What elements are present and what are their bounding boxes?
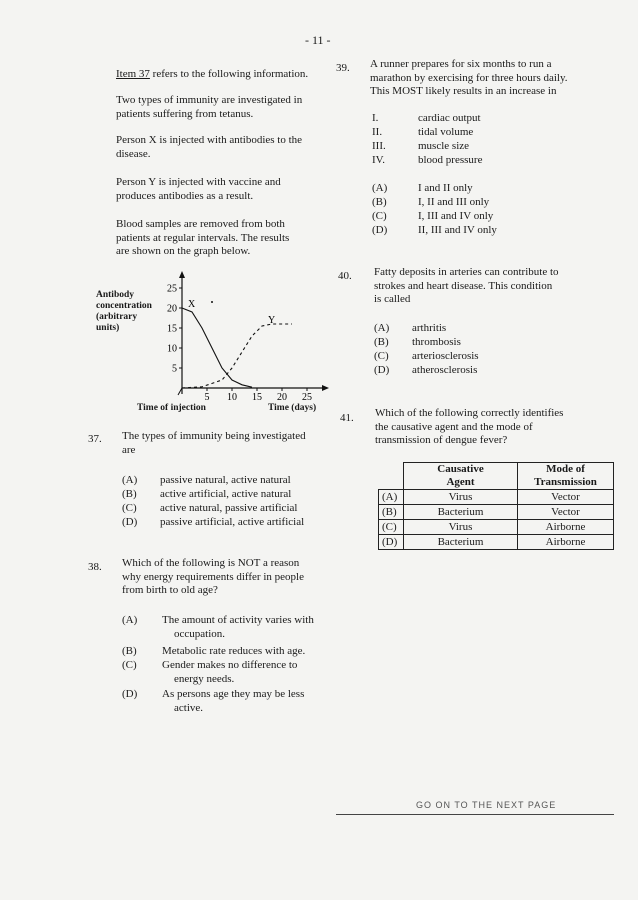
option-text: II, III and IV only xyxy=(418,224,497,236)
option-label: (C) xyxy=(372,210,387,222)
text-line: This MOST likely results in an increase in xyxy=(370,85,557,97)
injection-marker xyxy=(178,388,182,395)
option-label: (C) xyxy=(122,659,137,671)
ylabel-line: Antibody xyxy=(96,290,135,300)
table-header-agent xyxy=(404,463,518,490)
q39-number: 39. xyxy=(336,62,350,74)
header-line: Transmission xyxy=(534,476,597,488)
table-header-transmission xyxy=(518,463,614,490)
text-line: Two types of immunity are investigated in xyxy=(116,94,303,106)
text-line: Which of the following correctly identifies xyxy=(375,407,564,419)
text-line: why energy requirements differ in people xyxy=(122,570,304,583)
option-row xyxy=(122,488,337,502)
ylabel-line: concentration xyxy=(96,301,152,311)
page-number: - 11 - xyxy=(305,33,331,47)
ylabel-line: units) xyxy=(96,323,120,333)
option-text-line: energy needs. xyxy=(174,672,235,685)
roman-label: III. xyxy=(372,140,386,152)
option-label: (C) xyxy=(374,350,389,362)
option-label: (B) xyxy=(122,488,137,500)
option-text: active artificial, active natural xyxy=(160,488,292,500)
table-header-row xyxy=(379,463,614,490)
footer-go-on: GO ON TO THE NEXT PAGE xyxy=(416,800,557,810)
option-label: (C) xyxy=(122,502,137,514)
graph-axes xyxy=(178,271,329,395)
item37-para3 xyxy=(116,176,326,203)
q41-number: 41. xyxy=(340,412,354,424)
option-label: (A) xyxy=(374,322,390,334)
option-row xyxy=(372,224,572,238)
item37-intro xyxy=(116,68,308,82)
header-line: Agent xyxy=(446,476,475,488)
option-text xyxy=(162,659,342,686)
header-line: Causative xyxy=(437,463,484,475)
option-text-line: active. xyxy=(174,701,204,714)
option-label: (B) xyxy=(374,336,389,348)
graph-xlabel-right: Time (days) xyxy=(268,403,317,413)
text-line: disease. xyxy=(116,147,151,160)
option-text-line: As persons age they may be less xyxy=(162,688,305,700)
option-row xyxy=(122,502,337,516)
option-label: (D) xyxy=(122,516,138,528)
x-tick-label: 25 xyxy=(302,392,312,402)
table-cell-agent: Bacterium xyxy=(404,505,518,520)
q40-stem xyxy=(374,266,610,307)
option-text: I, II and III only xyxy=(418,196,490,208)
text-line: Fatty deposits in arteries can contribute to xyxy=(374,266,559,278)
y-tick-label: 15 xyxy=(167,323,177,335)
y-tick-label: 5 xyxy=(172,363,177,375)
option-row xyxy=(374,336,574,350)
option-text xyxy=(162,688,342,715)
table-cell-agent: Virus xyxy=(404,490,518,505)
ylabel-line: (arbitrary xyxy=(96,312,138,322)
graph-curves xyxy=(182,299,292,388)
roman-label: II. xyxy=(372,126,383,138)
roman-text: cardiac output xyxy=(418,112,481,124)
table-cell-transmission: Airborne xyxy=(518,535,614,550)
text-line: are xyxy=(122,443,136,456)
option-text: I, III and IV only xyxy=(418,210,494,222)
text-line: transmission of dengue fever? xyxy=(375,434,508,446)
q38-stem xyxy=(122,557,336,598)
q41-stem xyxy=(375,407,613,448)
table-row xyxy=(379,505,614,520)
option-text: passive artificial, active artificial xyxy=(160,516,305,528)
text-line: patients suffering from tetanus. xyxy=(116,107,254,120)
roman-row xyxy=(372,126,572,140)
option-text xyxy=(162,645,342,659)
item37-para2 xyxy=(116,134,326,161)
x-tick-label: 20 xyxy=(277,392,287,402)
text-line: Which of the following is NOT a reason xyxy=(122,557,300,569)
table-cell-option: (B) xyxy=(379,505,404,520)
table-cell-option: (D) xyxy=(379,535,404,550)
table-cell-option: (A) xyxy=(379,490,404,505)
option-label: (D) xyxy=(372,224,388,236)
table-cell-transmission: Airborne xyxy=(518,520,614,535)
text-line: from birth to old age? xyxy=(122,584,218,596)
text-line: Blood samples are removed from both xyxy=(116,218,285,230)
table-cell-agent: Bacterium xyxy=(404,535,518,550)
text-line: Person Y is injected with vaccine and xyxy=(116,176,281,188)
graph-xlabel-left: Time of injection xyxy=(137,403,206,413)
option-text: arthritis xyxy=(412,322,447,334)
option-text-line: Gender makes no difference to xyxy=(162,659,298,671)
header-line: Mode of xyxy=(546,463,585,475)
option-row xyxy=(374,364,574,378)
option-label: (A) xyxy=(122,474,138,486)
y-tick-label: 20 xyxy=(167,303,177,315)
q37-number: 37. xyxy=(88,433,102,445)
roman-text: muscle size xyxy=(418,140,470,152)
q41-answer-table xyxy=(378,462,614,550)
option-label: (D) xyxy=(122,688,138,700)
option-text-line: Metabolic rate reduces with age. xyxy=(162,645,306,657)
option-text: thrombosis xyxy=(412,336,461,348)
option-label: (B) xyxy=(122,645,137,657)
table-cell-option: (C) xyxy=(379,520,404,535)
roman-text: blood pressure xyxy=(418,154,483,166)
x-tick-label: 5 xyxy=(204,392,210,402)
y-tick-label: 25 xyxy=(167,283,177,295)
table-row xyxy=(379,490,614,505)
graph-dot xyxy=(211,301,213,303)
option-text-line: The amount of activity varies with xyxy=(162,614,314,626)
y-axis-arrow xyxy=(179,271,185,278)
option-row xyxy=(374,350,574,364)
roman-row xyxy=(372,154,572,168)
item-reference: Item 37 xyxy=(116,68,150,80)
item37-para1 xyxy=(116,94,326,121)
text-line: marathon by exercising for three hours daily. xyxy=(370,71,568,84)
option-text-line: occupation. xyxy=(174,627,226,640)
option-row xyxy=(372,182,572,196)
table-row xyxy=(379,535,614,550)
option-row xyxy=(372,210,572,224)
y-tick-label: 10 xyxy=(167,343,177,355)
q40-number: 40. xyxy=(338,270,352,282)
table-cell-agent: Virus xyxy=(404,520,518,535)
item37-para4 xyxy=(116,218,326,259)
text-line: produces antibodies as a result. xyxy=(116,189,254,202)
text-line: the causative agent and the mode of xyxy=(375,420,533,433)
option-row xyxy=(372,196,572,210)
option-label: (A) xyxy=(122,614,138,626)
option-text xyxy=(162,614,342,641)
q37-stem xyxy=(122,430,332,457)
table-cell-transmission: Vector xyxy=(518,490,614,505)
roman-label: IV. xyxy=(372,154,385,166)
text-line: are shown on the graph below. xyxy=(116,245,251,257)
option-text: arteriosclerosis xyxy=(412,350,479,362)
x-tick-label: 15 xyxy=(252,392,262,402)
graph-ylabel xyxy=(96,290,152,334)
option-row xyxy=(122,516,337,530)
option-label: (D) xyxy=(374,364,390,376)
series-x-label: X xyxy=(188,299,196,311)
text-line: strokes and heart disease. This condition xyxy=(374,279,553,292)
x-tick-label: 10 xyxy=(227,392,237,402)
option-text: active natural, passive artificial xyxy=(160,502,298,514)
series-Y-line xyxy=(182,324,292,388)
option-text: passive natural, active natural xyxy=(160,474,291,486)
antibody-graph xyxy=(150,270,330,402)
series-X-line xyxy=(182,308,252,387)
text-line: patients at regular intervals. The results xyxy=(116,231,290,244)
roman-label: I. xyxy=(372,112,379,124)
roman-row xyxy=(372,112,572,126)
item-reference-rest: refers to the following information. xyxy=(149,68,309,80)
table-row xyxy=(379,520,614,535)
text-line: Person X is injected with antibodies to the xyxy=(116,134,303,146)
table-cell-transmission: Vector xyxy=(518,505,614,520)
table-header-blank xyxy=(379,463,404,490)
q38-number: 38. xyxy=(88,561,102,573)
text-line: A runner prepares for six months to run a xyxy=(370,58,552,70)
x-axis-arrow xyxy=(322,385,329,391)
option-label: (A) xyxy=(372,182,388,194)
series-y-label: Y xyxy=(268,315,276,327)
roman-text: tidal volume xyxy=(418,126,474,138)
text-line: is called xyxy=(374,293,411,305)
option-row xyxy=(122,474,337,488)
roman-row xyxy=(372,140,572,154)
text-line: The types of immunity being investigated xyxy=(122,430,306,442)
option-row xyxy=(374,322,574,336)
option-text: atherosclerosis xyxy=(412,364,478,376)
footer-rule xyxy=(336,808,614,815)
q39-stem xyxy=(370,58,610,99)
option-text: I and II only xyxy=(418,182,473,194)
option-label: (B) xyxy=(372,196,387,208)
